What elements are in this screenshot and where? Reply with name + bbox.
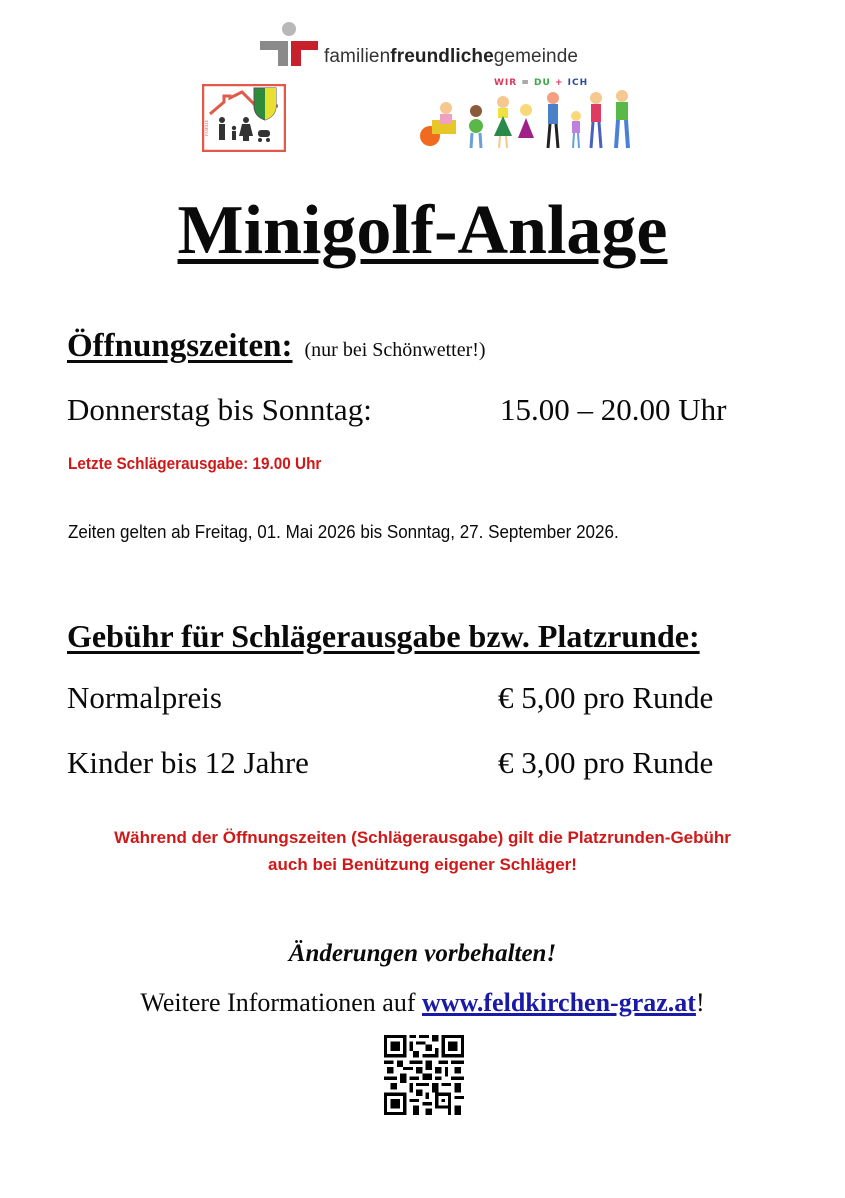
more-info-text: Weitere Informationen auf	[140, 988, 422, 1017]
familienfreundlichegemeinde-logo	[258, 20, 598, 70]
slogan-du: DU	[534, 78, 551, 88]
qr-code-icon	[384, 1035, 464, 1115]
family-house-crest-logo	[202, 84, 286, 152]
opening-hours-heading: Öffnungszeiten:	[67, 328, 293, 364]
last-rental-notice: Letzte Schlägerausgabe: 19.00 Uhr	[68, 454, 322, 473]
own-clubs-notice	[0, 824, 845, 878]
slogan-equals: =	[521, 78, 530, 88]
fees-heading: Gebühr für Schlägerausgabe bzw. Platzrunde:	[67, 618, 700, 654]
notice-line-1: Während der Öffnungszeiten (Schlägerausgabe) gilt die Platzrunden-Gebühr	[114, 828, 731, 847]
slogan-plus: +	[554, 78, 564, 88]
logo-text-bold: freundliche	[390, 46, 494, 67]
logo-text	[324, 46, 578, 68]
opening-hours-value: 15.00 – 20.00 Uhr	[500, 392, 727, 427]
children-drawing-icon	[416, 78, 641, 153]
fees-heading-row	[67, 618, 700, 655]
logo-text-part: gemeinde	[493, 46, 579, 67]
weather-note: (nur bei Schönwetter!)	[304, 339, 486, 361]
svg-text:FAMILIE: FAMILIE	[204, 120, 209, 136]
days-label: Donnerstag bis Sonntag:	[67, 392, 372, 427]
slogan-wir: WIR	[494, 78, 518, 88]
familienfreundlichegemeinde-logo-icon	[258, 20, 320, 68]
qr-code[interactable]	[384, 1035, 464, 1115]
notice-line-2: auch bei Benützung eigener Schläger!	[268, 855, 577, 874]
fee-label-normal: Normalpreis	[67, 680, 222, 715]
title-text: Minigolf-Anlage	[177, 192, 668, 269]
opening-hours-heading-row	[67, 328, 486, 365]
fee-price-children: € 3,00 pro Runde	[498, 745, 714, 780]
children-drawing-logo	[416, 78, 641, 153]
more-info-line	[0, 988, 845, 1018]
more-info-suffix: !	[695, 988, 705, 1017]
page-title	[0, 190, 845, 272]
website-link[interactable]: www.feldkirchen-graz.at	[422, 988, 696, 1017]
validity-period: Zeiten gelten ab Freitag, 01. Mai 2026 bis Sonntag, 27. September 2026.	[68, 521, 619, 542]
family-house-crest-logo-icon	[202, 84, 286, 152]
fee-price-normal: € 5,00 pro Runde	[498, 680, 714, 715]
changes-reserved-note: Änderungen vorbehalten!	[288, 940, 557, 967]
fee-label-children: Kinder bis 12 Jahre	[67, 745, 309, 780]
slogan-ich: ICH	[567, 78, 589, 88]
logo-text-part: familien	[324, 46, 391, 67]
